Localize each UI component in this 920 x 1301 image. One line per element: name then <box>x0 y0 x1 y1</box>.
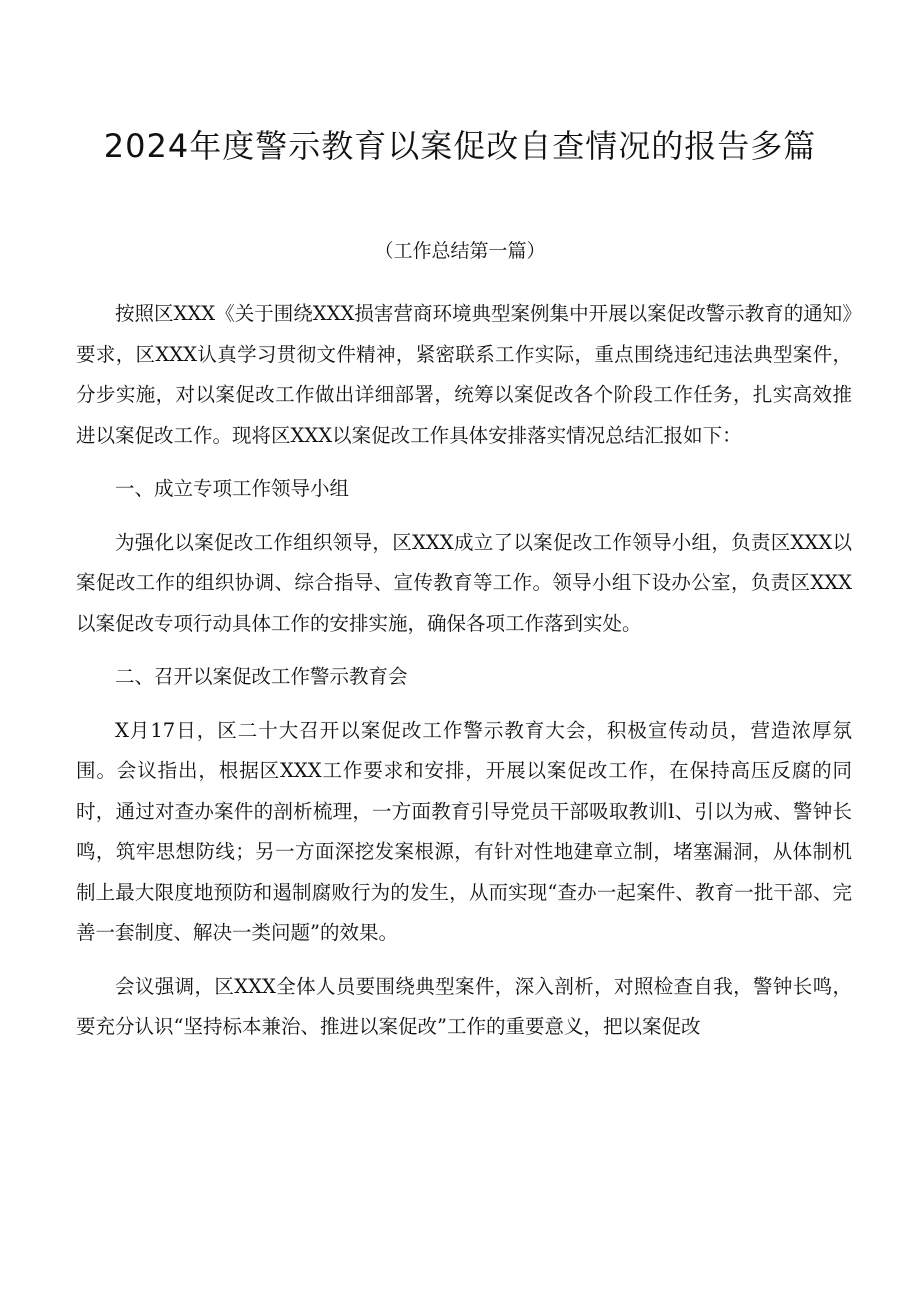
intro-paragraph: 按照区XXX《关于围绕XXX损害营商环境典型案例集中开展以案促改警示教育的通知》要求，区XXX认真学习贯彻文件精神，紧密联系工作实际，重点围绕违纪违法典型案件，分步实施，对以案促改工作做出详细部署，统筹以案促改各个阶段工作任务，扎实高效推进以案促改工作。现将区XXX以案促改工作具体安排落实情况总结汇报如下： <box>76 302 852 447</box>
section-heading-1: 一、成立专项工作领导小组 <box>115 477 350 500</box>
section-heading-2: 二、召开以案促改工作警示教育会 <box>115 665 408 688</box>
section-2-paragraph-1: X月17日，区二十大召开以案促改工作警示教育大会，积极宣传动员，营造浓厚氛围。会议指出，根据区XXX工作要求和安排，开展以案促改工作，在保持高压反腐的同时，通过对查办案件的剖析梳理，一方面教育引导党员干部吸取教训l、引以为戒、警钟长鸣，筑牢思想防线；另一方面深挖发案根源，有针对性地建章立制，堵塞漏洞，从体制机制上最大限度地预防和遏制腐败行为的发生，从而实现“查办一起案件、教育一批干部、完善一套制度、解决一类问题”的效果。 <box>76 718 852 944</box>
section-2-paragraph-2: 会议强调，区XXX全体人员要围绕典型案件，深入剖析，对照检查自我，警钟长鸣，要充分认识“坚持标本兼治、推进以案促改”工作的重要意义，把以案促改 <box>76 974 852 1038</box>
document-body <box>76 294 852 1061</box>
document-subtitle: （工作总结第一篇） <box>374 240 546 262</box>
section-1-paragraph: 为强化以案促改工作组织领导，区XXX成立了以案促改工作领导小组，负责区XXX以案促改工作的组织协调、综合指导、宣传教育等工作。领导小组下设办公室，负责区XXX以案促改专项行动具体工作的安排实施，确保各项工作落到实处。 <box>76 530 852 635</box>
document-title: 2024年度警示教育以案促改自查情况的报告多篇 <box>103 127 817 165</box>
